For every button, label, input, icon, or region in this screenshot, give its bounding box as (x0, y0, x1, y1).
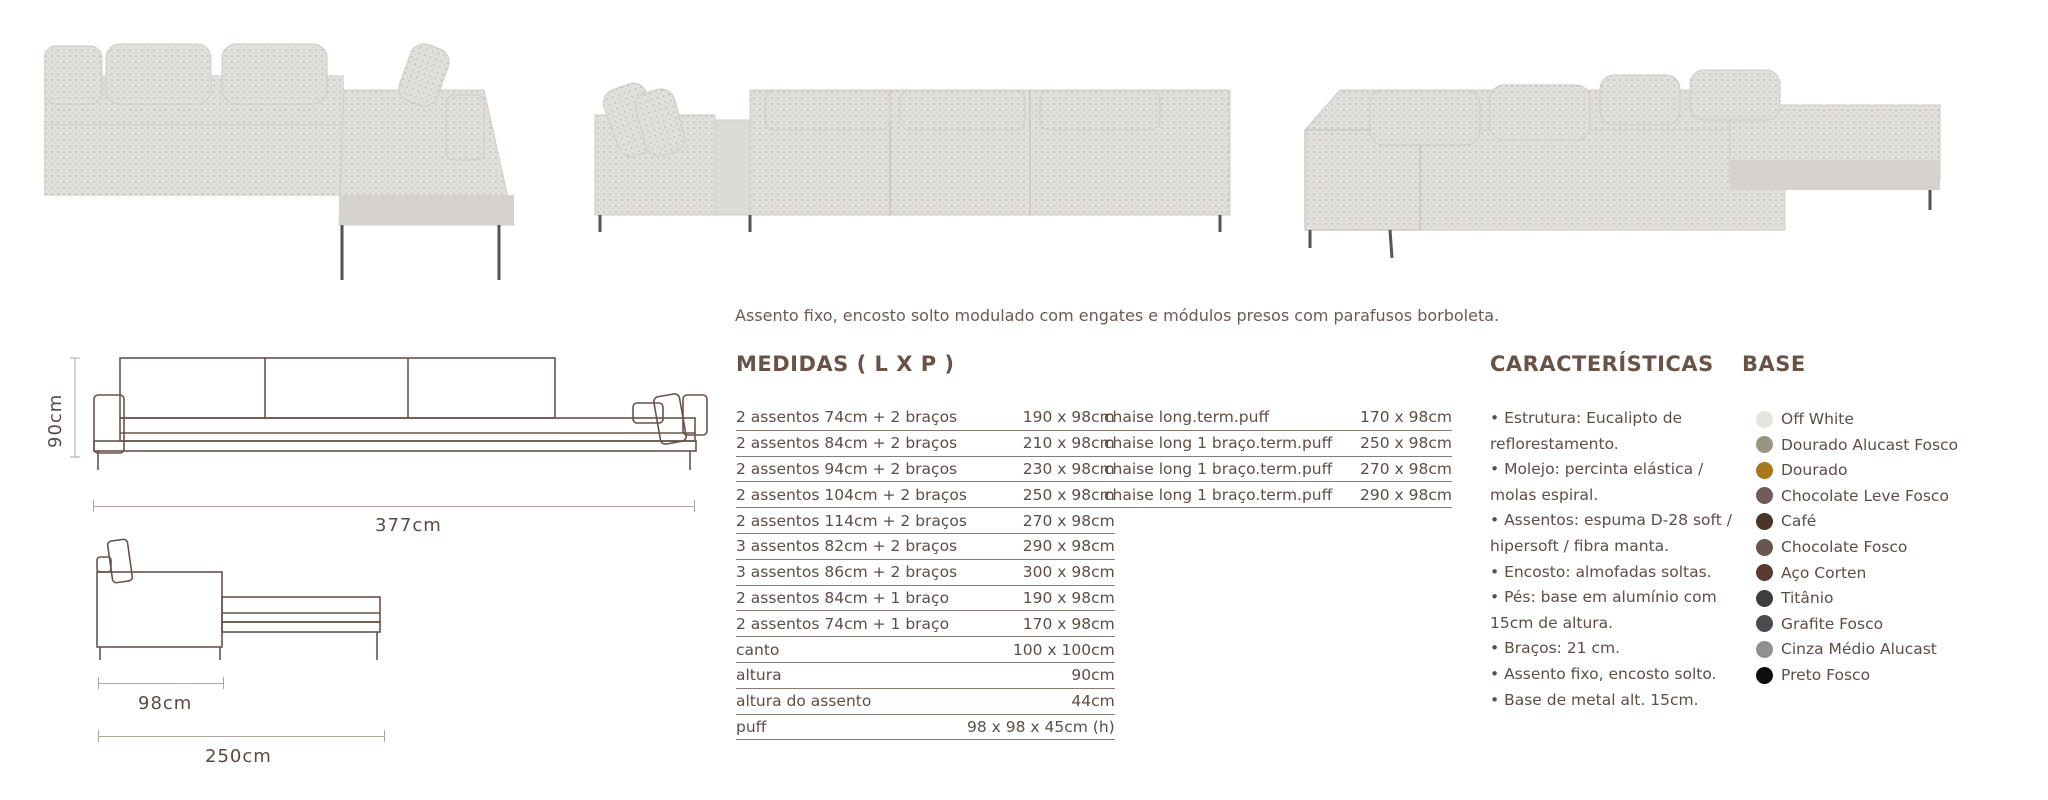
base-color-item (1756, 534, 1907, 560)
features-list (1490, 406, 1745, 713)
base-color-list (1756, 406, 2026, 706)
measure-label: 2 assentos 84cm + 2 braços (736, 430, 967, 456)
color-label: Aço Corten (1781, 563, 1867, 582)
base-color-item (1756, 508, 1816, 534)
color-swatch (1756, 564, 1773, 581)
measure-value: 270 x 98cm (1352, 456, 1452, 482)
depth-dimension-line (98, 677, 224, 689)
measures-heading: MEDIDAS ( L X P ) (736, 352, 955, 376)
feature-item: • Assentos: espuma D-28 soft / hipersoft / fibra manta. (1490, 511, 1732, 555)
measure-row (1104, 405, 1452, 430)
measure-label: 2 assentos 74cm + 1 braço (736, 611, 967, 637)
measure-value: 190 x 98cm (967, 405, 1115, 430)
color-swatch (1756, 462, 1773, 479)
feature-item: • Base de metal alt. 15cm. (1490, 690, 1699, 709)
measure-label: chaise long 1 braço.term.puff (1104, 456, 1352, 482)
base-color-item (1756, 585, 1834, 611)
measure-value: 300 x 98cm (967, 559, 1115, 585)
construction-note: Assento fixo, encosto solto modulado com engates e módulos presos com parafusos borboleta. (735, 306, 1500, 325)
color-swatch (1756, 667, 1773, 684)
height-dimension-label: 90cm (45, 393, 66, 448)
measure-row (736, 585, 1115, 611)
base-color-item (1756, 406, 1854, 432)
measure-row (736, 508, 1115, 534)
front-view-drawing (70, 355, 710, 484)
base-color-item (1756, 560, 1866, 586)
color-label: Dourado (1781, 461, 1848, 480)
depth-dimension-label: 98cm (138, 693, 193, 714)
measure-label: canto (736, 637, 967, 663)
measure-value: 290 x 98cm (967, 533, 1115, 559)
color-swatch (1756, 539, 1773, 556)
measure-row (1104, 430, 1452, 456)
measure-label: altura (736, 662, 967, 688)
measure-value: 210 x 98cm (967, 430, 1115, 456)
product-photo-left (44, 30, 524, 285)
measure-label: altura do assento (736, 688, 967, 714)
measure-row (736, 688, 1115, 714)
feature-item: • Estrutura: Eucalipto de reflorestamento. (1490, 409, 1683, 453)
measure-label: 2 assentos 94cm + 2 braços (736, 456, 967, 482)
measure-label: 2 assentos 114cm + 2 braços (736, 508, 967, 534)
measure-label: puff (736, 714, 967, 740)
product-photo-right (1300, 60, 1950, 260)
product-photo-center (590, 60, 1240, 240)
measure-value: 230 x 98cm (967, 456, 1115, 482)
base-color-item (1756, 432, 1958, 458)
measure-row (736, 611, 1115, 637)
base-color-item (1756, 636, 1937, 662)
measure-value: 270 x 98cm (967, 508, 1115, 534)
measure-value: 290 x 98cm (1352, 482, 1452, 508)
feature-item: • Assento fixo, encosto solto. (1490, 664, 1717, 683)
measure-value: 170 x 98cm (967, 611, 1115, 637)
side-view-drawing (92, 535, 392, 664)
measure-value: 90cm (967, 662, 1115, 688)
base-heading: BASE (1742, 352, 1806, 376)
color-swatch (1756, 513, 1773, 530)
feature-item: • Pés: base em alumínio com 15cm de altura. (1490, 588, 1717, 632)
measure-label: 2 assentos 104cm + 2 braços (736, 482, 967, 508)
base-color-item (1756, 457, 1847, 483)
feature-item: • Braços: 21 cm. (1490, 639, 1621, 658)
color-swatch (1756, 436, 1773, 453)
base-color-item (1756, 483, 1949, 509)
measure-label: 3 assentos 86cm + 2 braços (736, 559, 967, 585)
color-label: Cinza Médio Alucast (1781, 640, 1937, 659)
measure-value: 98 x 98 x 45cm (h) (967, 714, 1115, 740)
color-label: Chocolate Fosco (1781, 538, 1908, 556)
measure-row (736, 637, 1115, 663)
measure-value: 170 x 98cm (1352, 405, 1452, 430)
color-swatch (1756, 487, 1773, 504)
width-dimension-label: 377cm (375, 515, 442, 536)
measure-row (736, 456, 1115, 482)
base-color-item (1756, 662, 1870, 688)
color-label: Grafite Fosco (1781, 614, 1884, 633)
color-swatch (1756, 590, 1773, 607)
measure-row (736, 405, 1115, 430)
color-swatch (1756, 411, 1773, 428)
measures-table-left (736, 405, 1115, 740)
measure-label: chaise long.term.puff (1104, 405, 1352, 430)
measure-value: 250 x 98cm (1352, 430, 1452, 456)
chaise-dimension-label: 250cm (205, 746, 272, 767)
measure-label: 3 assentos 82cm + 2 braços (736, 533, 967, 559)
features-heading: CARACTERÍSTICAS (1490, 352, 1714, 376)
measure-label: chaise long 1 braço.term.puff (1104, 482, 1352, 508)
color-label: Dourado Alucast Fosco (1781, 435, 1959, 454)
color-label: Chocolate Leve Fosco (1781, 486, 1949, 505)
measure-row (736, 662, 1115, 688)
base-color-item (1756, 611, 1883, 637)
measure-row (736, 482, 1115, 508)
feature-item: • Molejo: percinta elástica / molas espiral. (1490, 460, 1704, 504)
measure-label: 2 assentos 84cm + 1 braço (736, 585, 967, 611)
measure-row (736, 714, 1115, 740)
measure-value: 44cm (967, 688, 1115, 714)
feature-item: • Encosto: almofadas soltas. (1490, 562, 1712, 581)
measure-value: 100 x 100cm (967, 637, 1115, 663)
color-label: Titânio (1781, 589, 1834, 608)
color-label: Café (1781, 512, 1817, 531)
color-label: Off White (1781, 410, 1854, 428)
width-dimension-line (93, 500, 695, 512)
measures-table-right (1104, 405, 1452, 508)
measure-row (736, 430, 1115, 456)
measure-row (1104, 482, 1452, 508)
color-swatch (1756, 615, 1773, 632)
measure-row (736, 533, 1115, 559)
measure-row (736, 559, 1115, 585)
chaise-dimension-line (98, 730, 385, 742)
measure-label: chaise long 1 braço.term.puff (1104, 430, 1352, 456)
measure-row (1104, 456, 1452, 482)
measure-value: 250 x 98cm (967, 482, 1115, 508)
color-label: Preto Fosco (1781, 666, 1871, 684)
measure-value: 190 x 98cm (967, 585, 1115, 611)
color-swatch (1756, 641, 1773, 658)
measure-label: 2 assentos 74cm + 2 braços (736, 405, 967, 430)
